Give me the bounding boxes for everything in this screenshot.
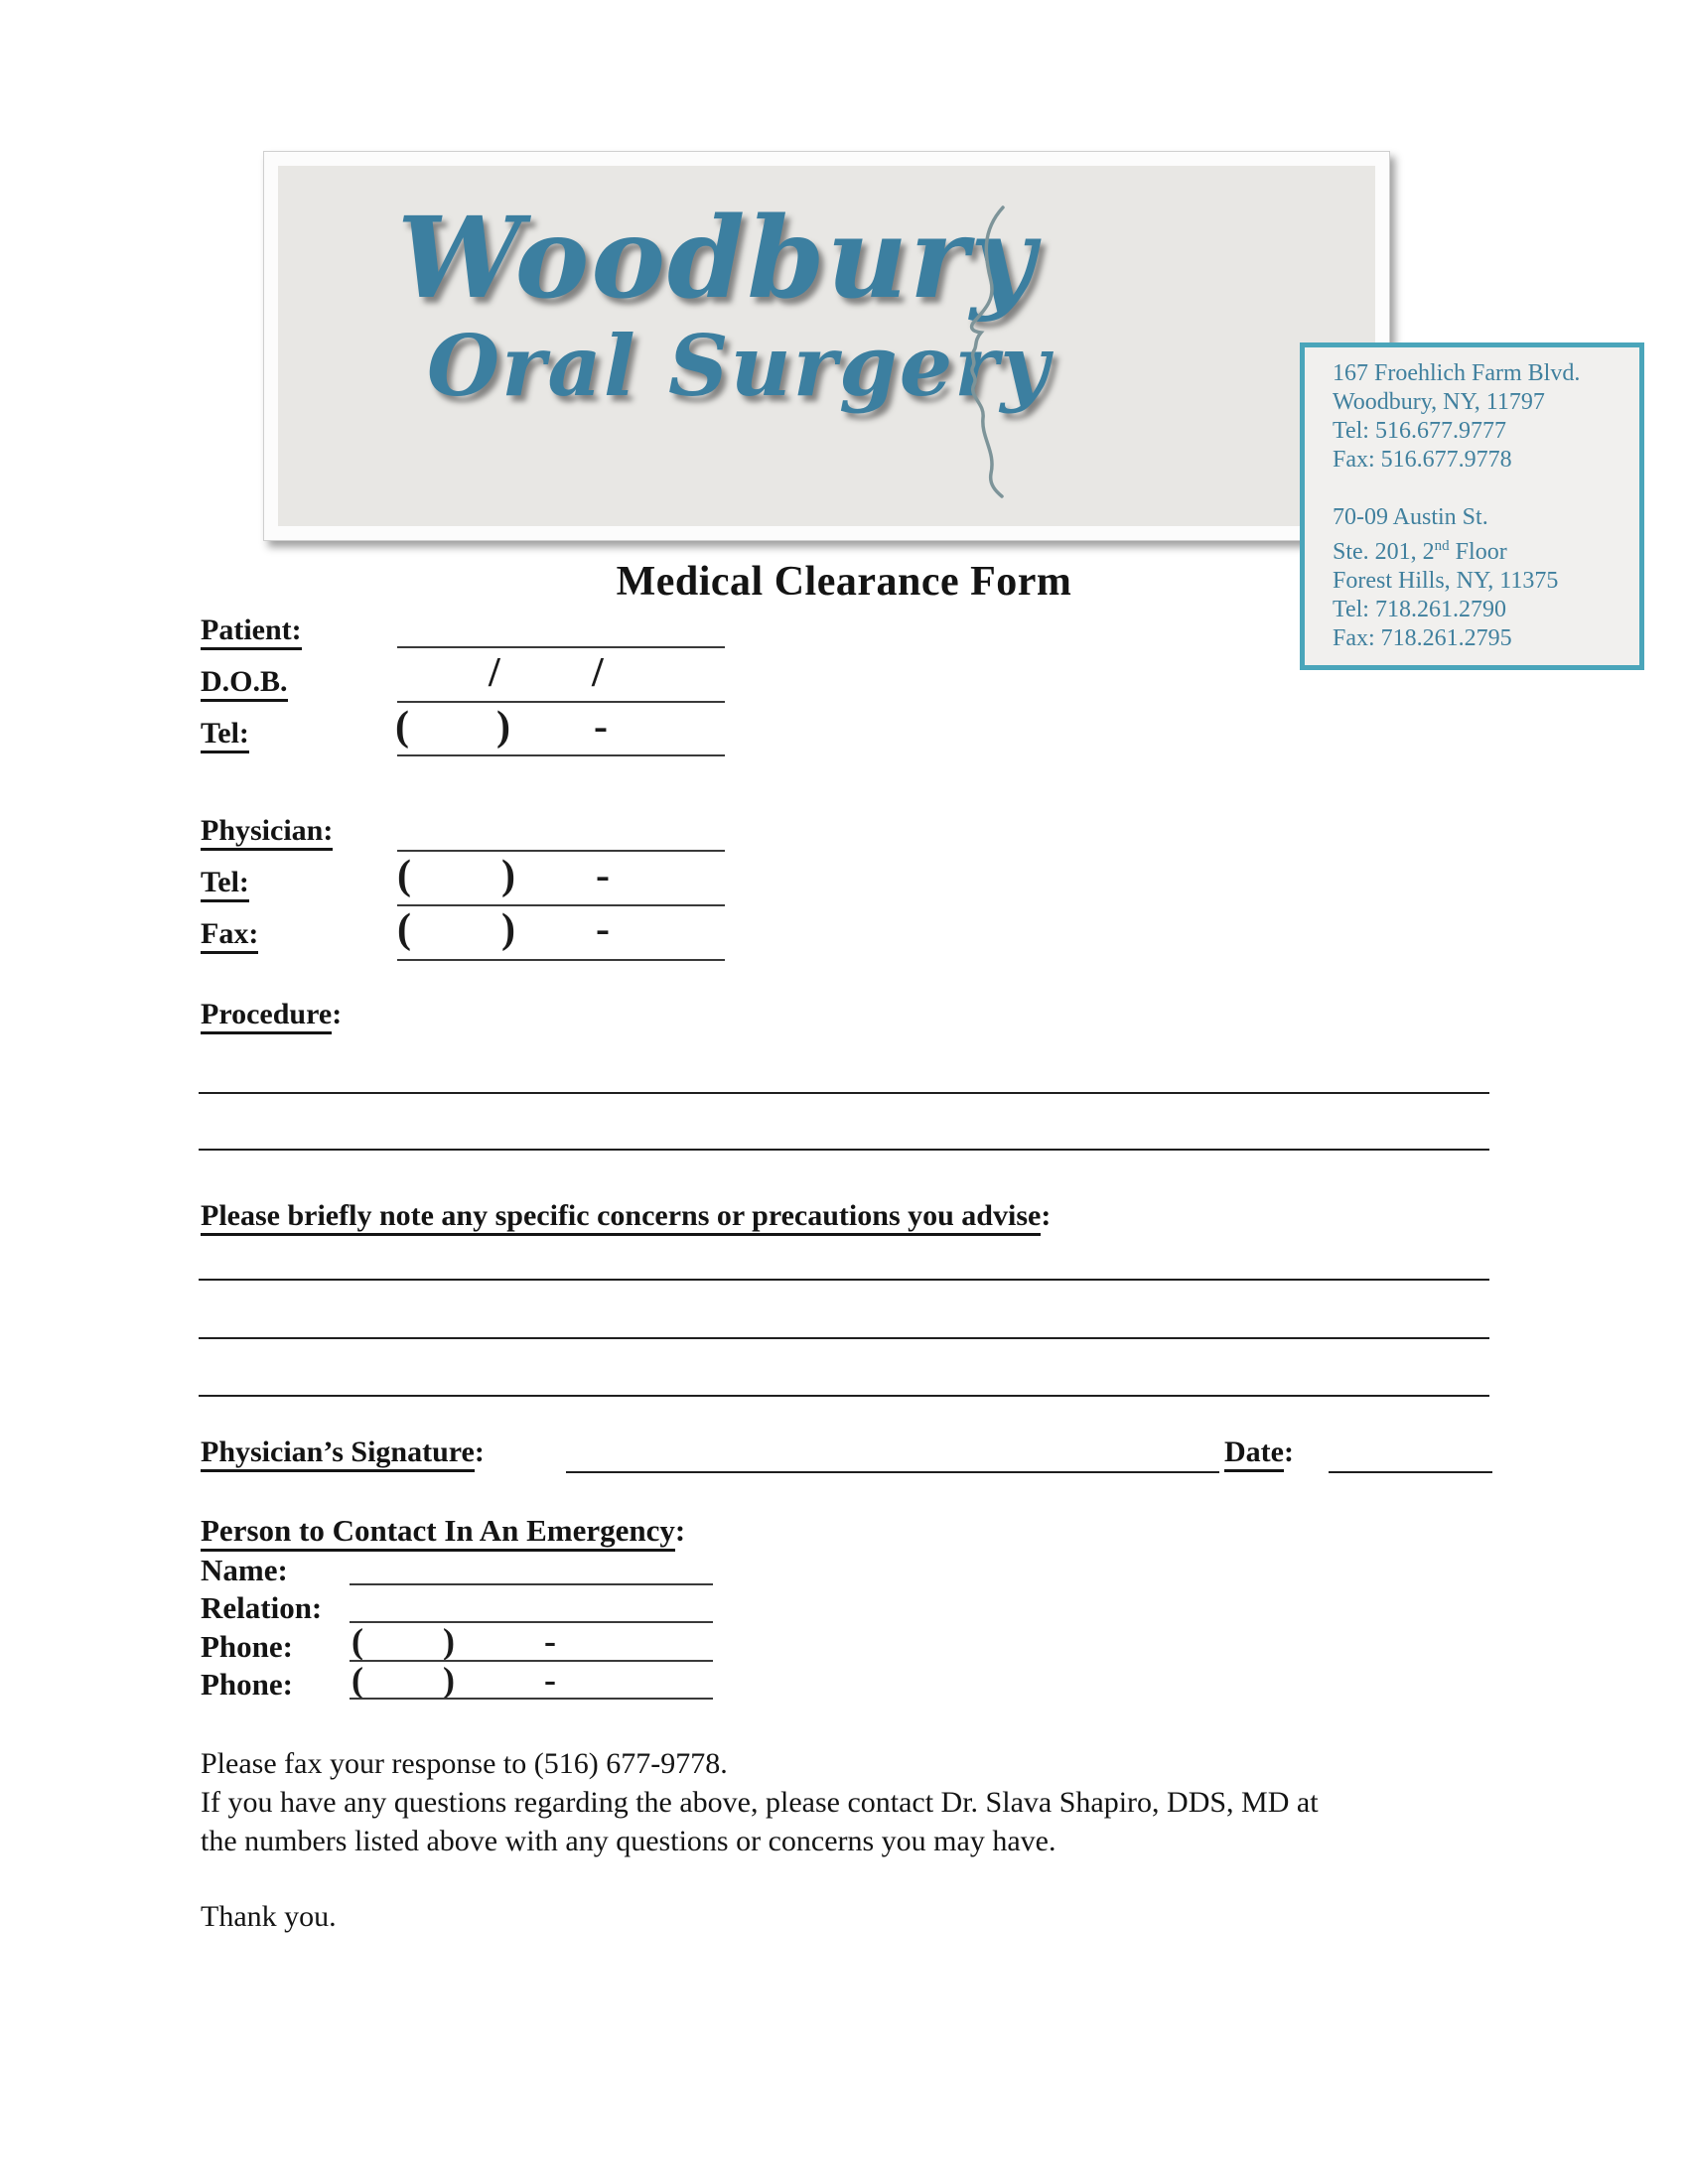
physician-fax-dash: - xyxy=(596,906,610,952)
physician-fax-field[interactable] xyxy=(397,959,725,961)
address-line: 167 Froehlich Farm Blvd. xyxy=(1333,360,1581,386)
signature-field[interactable] xyxy=(566,1471,1219,1473)
ordinal-superscript: nd xyxy=(1434,538,1450,554)
physician-tel-label xyxy=(201,866,249,899)
emergency-name-field[interactable] xyxy=(350,1583,713,1585)
patient-label-text: Patient: xyxy=(201,614,302,650)
concerns-line-2[interactable] xyxy=(199,1337,1489,1339)
concerns-line-3[interactable] xyxy=(199,1395,1489,1397)
emergency-relation-label: Relation: xyxy=(201,1590,323,1625)
emergency-phone2-paren-close: ) xyxy=(443,1660,455,1700)
concerns-heading-text: Please briefly note any specific concerns or precautions you advise xyxy=(201,1199,1041,1236)
physician-label xyxy=(201,814,333,848)
emergency-phone2-paren-open: ( xyxy=(352,1660,363,1700)
tel-label-text: Tel: xyxy=(201,717,249,753)
physician-fax-paren-open: ( xyxy=(397,906,411,952)
colon: : xyxy=(1283,1435,1294,1468)
colon: : xyxy=(474,1435,485,1468)
dob-slash-1: / xyxy=(489,650,500,696)
physician-tel-field[interactable] xyxy=(397,904,725,906)
signature-label-text: Physician’s Signature xyxy=(201,1435,475,1472)
dob-label xyxy=(201,665,288,699)
dob-label-text: D.O.B. xyxy=(201,665,288,702)
address-line: Fax: 718.261.2795 xyxy=(1333,625,1512,651)
tel-label-text: Tel: xyxy=(201,866,249,902)
face-profile-icon xyxy=(949,202,1023,504)
physician-tel-paren-close: ) xyxy=(501,853,515,898)
procedure-line-2[interactable] xyxy=(199,1149,1489,1151)
fax-label-text: Fax: xyxy=(201,917,258,954)
colon: : xyxy=(674,1513,686,1548)
tel-paren-open: ( xyxy=(395,704,409,750)
physician-tel-paren-open: ( xyxy=(397,853,411,898)
address-line: Tel: 516.677.9777 xyxy=(1333,418,1506,444)
footer-line-3: the numbers listed above with any questions or concerns you may have. xyxy=(201,1825,1056,1857)
concerns-line-1[interactable] xyxy=(199,1279,1489,1281)
emergency-phone1-dash: - xyxy=(544,1621,556,1661)
letterhead-panel xyxy=(278,166,1375,526)
patient-tel-field[interactable] xyxy=(397,754,725,756)
footer-line-2: If you have any questions regarding the above, please contact Dr. Slava Shapiro, DDS, MD at xyxy=(201,1786,1319,1819)
dob-field[interactable] xyxy=(397,701,725,703)
date-field[interactable] xyxy=(1329,1471,1492,1473)
address-line-part: Ste. 201, 2 xyxy=(1333,539,1435,565)
emergency-phone1-paren-close: ) xyxy=(443,1621,455,1661)
date-label-text: Date xyxy=(1224,1435,1284,1472)
emergency-heading xyxy=(201,1513,685,1549)
tel-dash: - xyxy=(594,704,608,750)
address-line: Forest Hills, NY, 11375 xyxy=(1333,568,1559,594)
emergency-heading-text: Person to Contact In An Emergency xyxy=(201,1513,675,1552)
address-line: 70-09 Austin St. xyxy=(1333,504,1488,530)
emergency-phone1-field[interactable] xyxy=(350,1660,713,1662)
procedure-label-text: Procedure xyxy=(201,998,332,1034)
patient-name-field[interactable] xyxy=(397,646,725,648)
physician-fax-label xyxy=(201,917,258,951)
colon: : xyxy=(1041,1199,1052,1232)
emergency-phone2-dash: - xyxy=(544,1660,556,1700)
address-spacer xyxy=(1333,475,1631,503)
page-title: Medical Clearance Form xyxy=(616,559,1072,605)
footer-line-1: Please fax your response to (516) 677-9778. xyxy=(201,1747,728,1780)
logo-wordmark-line2: Oral Surgery xyxy=(427,317,1052,415)
emergency-name-label: Name: xyxy=(201,1553,288,1587)
physician-fax-paren-close: ) xyxy=(501,906,515,952)
concerns-heading xyxy=(201,1199,1051,1233)
practice-address-box xyxy=(1300,342,1644,670)
physician-tel-dash: - xyxy=(596,853,610,898)
emergency-relation-field[interactable] xyxy=(350,1621,713,1623)
address-line: Fax: 516.677.9778 xyxy=(1333,447,1512,473)
emergency-phone2-field[interactable] xyxy=(350,1698,713,1700)
footer-thanks: Thank you. xyxy=(201,1900,337,1933)
patient-label xyxy=(201,614,302,647)
procedure-label xyxy=(201,998,342,1031)
emergency-phone1-label: Phone: xyxy=(201,1629,293,1664)
patient-tel-label xyxy=(201,717,249,751)
dob-slash-2: / xyxy=(592,650,604,696)
physician-name-field[interactable] xyxy=(397,850,725,852)
date-label xyxy=(1224,1435,1294,1469)
tel-paren-close: ) xyxy=(496,704,510,750)
physician-label-text: Physician: xyxy=(201,814,333,851)
address-line: Tel: 718.261.2790 xyxy=(1333,597,1506,622)
emergency-phone1-paren-open: ( xyxy=(352,1621,363,1661)
procedure-line-1[interactable] xyxy=(199,1092,1489,1094)
colon: : xyxy=(332,998,343,1030)
signature-label xyxy=(201,1435,485,1469)
logo-wordmark-line1: Woodbury xyxy=(397,194,1038,324)
emergency-phone2-label: Phone: xyxy=(201,1667,293,1702)
address-line: Woodbury, NY, 11797 xyxy=(1333,389,1545,415)
address-line-part: Floor xyxy=(1449,539,1507,565)
